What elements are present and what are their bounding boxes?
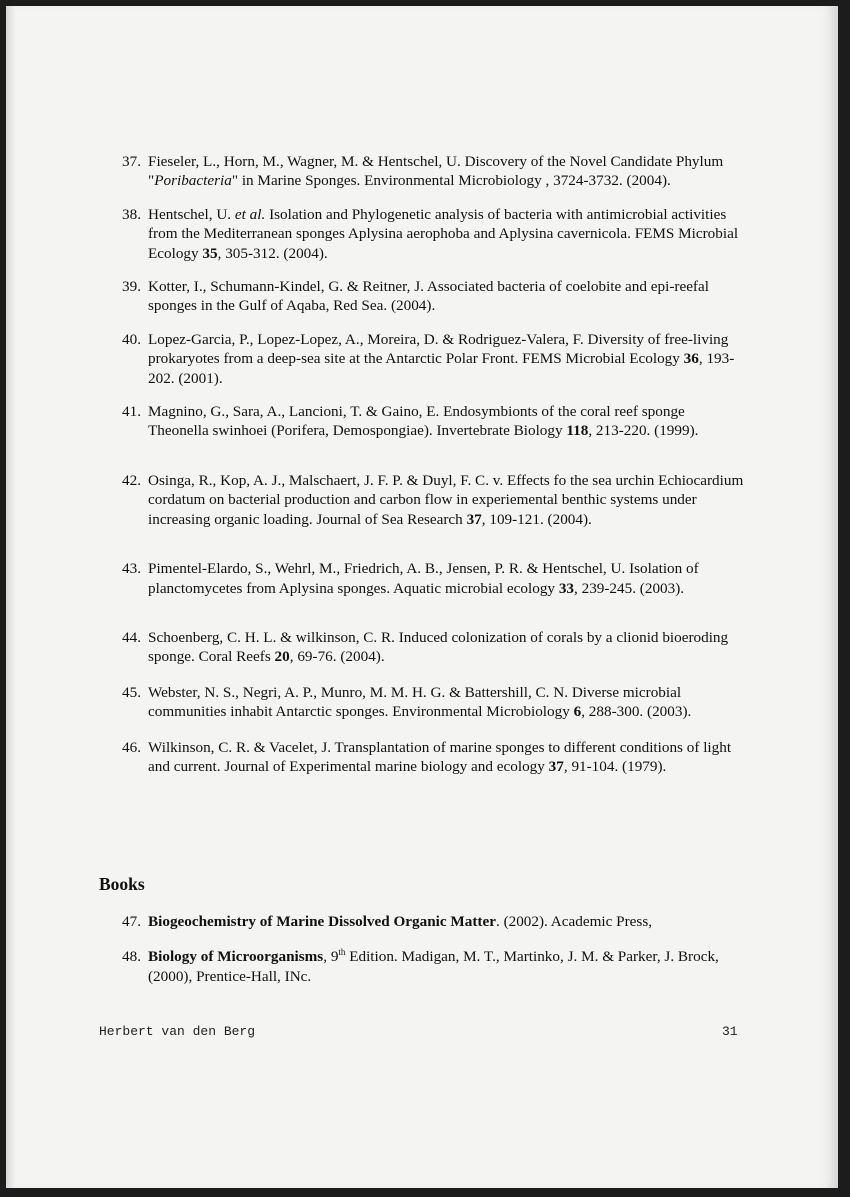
reference-number: 48. xyxy=(122,948,141,966)
reference-number: 37. xyxy=(122,153,141,170)
reference-number: 39. xyxy=(122,278,141,296)
reference-37: 37. Fieseler, L., Horn, M., Wagner, M. & Hentschel, U. Discovery of the Novel Candidate Phylum "Poribacteria" in Marine Sponges. Environmental Microbiology , 3724-3732. (2004). xyxy=(122,153,724,190)
reference-number: 45. xyxy=(122,683,141,701)
reference-40: 40. Lopez-Garcia, P., Lopez-Lopez, A., Moreira, D. & Rodriguez-Valera, F. Diversity of free-living prokaryotes from a deep-sea site at the Antarctic Polar Front. FEMS Microbial Ecology 36, 193-202. (2001). xyxy=(122,330,735,387)
reference-number: 40. xyxy=(122,330,141,348)
book-list xyxy=(122,912,746,986)
books-heading: Books xyxy=(99,874,145,894)
page-number: 31 xyxy=(722,1024,738,1039)
book-47: 47. Biogeochemistry of Marine Dissolved Organic Matter. (2002). Academic Press, xyxy=(122,913,653,930)
reference-number: 42. xyxy=(122,471,141,489)
reference-number: 41. xyxy=(122,403,141,421)
reference-number: 43. xyxy=(122,560,141,578)
reference-43: 43. Pimentel-Elardo, S., Wehrl, M., Friedrich, A. B., Jensen, P. R. & Hentschel, U. Isolation of planctomycetes from Aplysina sponges. Aquatic microbial ecology 33, 239-245. (2003). xyxy=(122,560,699,597)
reference-39: 39. Kotter, I., Schumann-Kindel, G. & Reitner, J. Associated bacteria of coelobite and epi-reefal sponges in the Gulf of Aqaba, Red Sea. (2004). xyxy=(122,278,709,315)
reference-45: 45. Webster, N. S., Negri, A. P., Munro, M. M. H. G. & Battershill, C. N. Diverse microbial communities inhabit Antarctic sponges. Environmental Microbiology 6, 288-300. (2003). xyxy=(122,683,692,721)
reference-number: 38. xyxy=(122,205,141,223)
reference-42: 42. Osinga, R., Kop, A. J., Malschaert, J. F. P. & Duyl, F. C. v. Effects fo the sea urchin Echiocardium cordatum on bacterial production and carbon flow in experiemental benthic systems under increasing organic loading. Journal of Sea Research 37, 109-121. (2004). xyxy=(122,471,744,528)
reference-41: 41. Magnino, G., Sara, A., Lancioni, T. & Gaino, E. Endosymbionts of the coral reef sponge Theonella swinhoei (Porifera, Demospongiae). Invertebrate Biology 118, 213-220. (1999). xyxy=(122,403,699,440)
document-page xyxy=(6,6,838,1188)
reference-44: 44. Schoenberg, C. H. L. & wilkinson, C. R. Induced colonization of corals by a clionid bioeroding sponge. Coral Reefs 20, 69-76. (2004). xyxy=(122,628,729,666)
reference-number: 46. xyxy=(122,738,141,756)
reference-number: 47. xyxy=(122,913,141,930)
reference-38: 38. Hentschel, U. et al. Isolation and Phylogenetic analysis of bacteria with antimicrobial activities from the Mediterranean sponges Aplysina aerophoba and Aplysina cavernicola. FEMS Microbial Ecology 35, 305-312. (2004). xyxy=(122,205,739,262)
reference-list xyxy=(122,152,746,776)
reference-46: 46. Wilkinson, C. R. & Vacelet, J. Transplantation of marine sponges to different conditions of light and current. Journal of Experimental marine biology and ecology 37, 91-104. (1979). xyxy=(122,738,732,775)
reference-number: 44. xyxy=(122,628,141,646)
book-48: 48. Biology of Microorganisms, 9th Edition. Madigan, M. T., Martinko, J. M. & Parker, J. Brock, (2000), Prentice-Hall, INc. xyxy=(122,947,719,985)
footer-author: Herbert van den Berg xyxy=(99,1024,256,1039)
